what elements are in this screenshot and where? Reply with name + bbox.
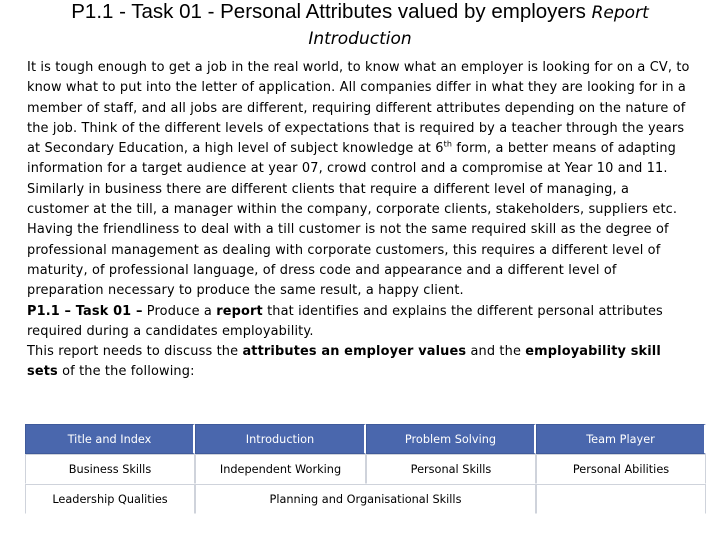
table-cell: Independent Working	[195, 454, 366, 484]
table-cell: Title and Index	[25, 424, 195, 454]
report-word: report	[216, 303, 263, 319]
paragraph-4-text-c: of the the following:	[57, 364, 195, 380]
table-row	[25, 424, 706, 454]
attributes-phrase: attributes an employer values	[242, 344, 467, 360]
table-cell	[536, 484, 706, 514]
paragraph-1-text-a: It is tough enough to get a job in the real world, to know what an employer is looking for on a CV, to know what to put into the letter of application. All companies differ in what they are looking for in a member of staff, and all jobs are different, requiring different attributes depending on the nature of the job. Think of the different levels of expectations that is required by a teacher through the years at Secondary Education, a high level of subject knowledge at 6	[27, 60, 690, 157]
superscript-th: th	[443, 139, 453, 149]
paragraph-3	[27, 302, 695, 343]
paragraph-3-text-a: Produce a	[142, 303, 217, 319]
table-cell: Planning and Organisational Skills	[195, 484, 536, 514]
table-cell: Business Skills	[25, 454, 195, 484]
table-cell: Introduction	[195, 424, 366, 454]
table-cell: Personal Abilities	[536, 454, 706, 484]
body-text	[27, 58, 695, 383]
table-cell: Problem Solving	[366, 424, 536, 454]
paragraph-1	[27, 58, 695, 180]
paragraph-4-text-b: and the	[466, 344, 526, 360]
section-heading: Introduction	[308, 29, 412, 49]
task-label: P1.1 – Task 01 –	[27, 303, 143, 319]
paragraph-1-text-b: form, a better means of adapting information for a target audience at year 07, crowd control and a compromise at Year 10 and 11.	[27, 141, 677, 177]
table-cell: Leadership Qualities	[25, 484, 195, 514]
table-cell: Personal Skills	[366, 454, 536, 484]
skill-sets-phrase: employability skill sets	[27, 344, 661, 380]
paragraph-4	[27, 342, 695, 383]
paragraph-4-text-a: This report needs to discuss the	[27, 344, 243, 360]
table-row	[25, 454, 706, 484]
paragraph-2: Similarly in business there are different clients that require a different level of managing, a customer at the till, a manager within the company, corporate clients, stakeholders, suppliers etc. Having the friendliness to deal with a till customer is not the same required skill as the degree of professional management as dealing with corporate customers, this requires a different level of maturity, of professional language, of dress code and appearance and a different level of preparation necessary to produce the same result, a happy client.	[27, 181, 678, 299]
title-text: P1.1 - Task 01 - Personal Attributes valued by employers	[71, 0, 586, 23]
paragraph-3-text-b: that identifies and explains the different personal attributes required during a candidates employability.	[27, 303, 663, 339]
table-row	[25, 484, 706, 514]
attributes-table	[25, 424, 706, 514]
table-cell: Team Player	[536, 424, 706, 454]
title-suffix: Report	[591, 3, 649, 23]
page-title	[0, 0, 720, 25]
